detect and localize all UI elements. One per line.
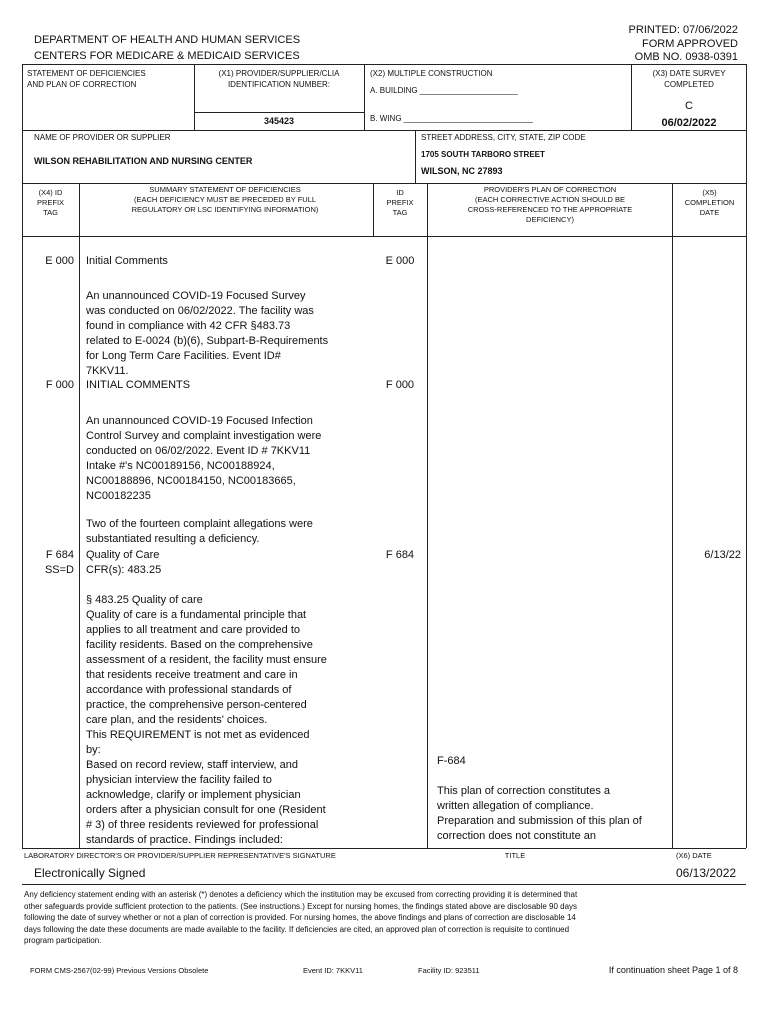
f000-text: An unannounced COVID-19 Focused Infection Control Survey and complaint investigation were conducted on 06/02/2022. Event ID # 7KKV11 Intake #'s NC00189156, NC00188924, NC00188896, NC00184150, NC00183665, NC00182235 (86, 415, 322, 502)
id-header: ID PREFIX TAG (386, 188, 414, 218)
rule (22, 848, 746, 849)
rule (22, 236, 746, 237)
street-address: 1705 SOUTH TARBORO STREET (421, 150, 545, 159)
x5-header: (X5) COMPLETION DATE (684, 188, 735, 218)
x3-date: 06/02/2022 (661, 117, 717, 129)
e000-text: An unannounced COVID-19 Focused Survey was conducted on 06/02/2022. The facility was found in compliance with 42 CFR §483.73 related to E-0024 (b)(6), Subpart-B-Requirements for Long Term Care Facilities. Event ID# 7KKV11. (86, 290, 329, 377)
signature-value: Electronically Signed (34, 866, 146, 880)
building-label: A. BUILDING ______________________ (370, 86, 518, 95)
plan-header: PROVIDER'S PLAN OF CORRECTION (EACH CORRECTIVE ACTION SHOULD BE CROSS-REFERENCED TO THE APPROPRIATE DEFICIENCY) (467, 185, 633, 225)
x1-value: 345423 (263, 116, 295, 126)
tag-f000: F 000 (45, 379, 74, 391)
form-approved: FORM APPROVED (642, 38, 738, 50)
completion-date-f684: 6/13/22 (704, 549, 741, 561)
statement-label: STATEMENT OF DEFICIENCIES AND PLAN OF CORRECTION (27, 69, 146, 89)
e000-title: Initial Comments (86, 255, 168, 267)
f000-title: INITIAL COMMENTS (86, 379, 191, 391)
event-id: Event ID: 7KKV11 (303, 966, 363, 975)
disclaimer: Any deficiency statement ending with an asterisk (*) denotes a deficiency which the institution may be excused from correcting providing it is determined that other safeguards provide sufficient protection to the patients. (See instructions.) Except for nursing homes, the findings stated above are disclosable 90 days following the date of survey whether or not a plan of correction is provided. For nursing homes, the above findings and plans of correction are disclosable 14 days following the date these documents are made available to the facility. If deficiencies are cited, an approved plan of correction is requisite to continued program participation. (24, 890, 578, 945)
rule (672, 183, 673, 848)
address-label: STREET ADDRESS, CITY, STATE, ZIP CODE (421, 133, 586, 142)
x1-label: (X1) PROVIDER/SUPPLIER/CLIA IDENTIFICATION NUMBER: (218, 69, 340, 89)
signature-label: LABORATORY DIRECTOR'S OR PROVIDER/SUPPLIER REPRESENTATIVE'S SIGNATURE (24, 851, 336, 860)
provider-name-label: NAME OF PROVIDER OR SUPPLIER (34, 133, 171, 142)
rule (427, 183, 428, 848)
rule (364, 64, 365, 130)
rule (415, 130, 416, 183)
city-state-zip: WILSON, NC 27893 (421, 166, 503, 176)
signature-date: 06/13/2022 (676, 866, 737, 880)
title-label: TITLE (504, 851, 526, 860)
provider-name: WILSON REHABILITATION AND NURSING CENTER (34, 156, 253, 166)
rule (22, 64, 23, 848)
severity-tag: SS=D (44, 564, 74, 576)
tag-f684: F 684 (45, 549, 74, 561)
id-e000: E 000 (385, 255, 415, 267)
id-f000: F 000 (385, 379, 415, 391)
id-f684: F 684 (385, 549, 415, 561)
rule (373, 183, 374, 236)
x3-code: C (685, 100, 693, 112)
plan-text: This plan of correction constitutes a written allegation of compliance. Preparation and submission of this plan of correction does not constitute an (437, 785, 642, 842)
f000-text-2: Two of the fourteen complaint allegations were substantiated resulting a deficiency. (86, 518, 313, 545)
omb-number: OMB NO. 0938-0391 (634, 51, 738, 63)
rule (746, 64, 747, 848)
page-indicator: If continuation sheet Page 1 of 8 (608, 965, 738, 975)
f684-text: § 483.25 Quality of care Quality of care is a fundamental principle that applies to all treatment and care provided to facility residents. Based on the comprehensive assessment of a resident, the facility must ensure that residents receive treatment and care in accordance with professional standards of practice, the comprehensive person-centered care plan, and the residents' choices. This REQUIREMENT is not met as evidenced by: Based on record review, staff interview, and physician interview the facility failed to acknowledge, clarify or implement physician orders after a physician consult for one (Resident # 3) of three residents reviewed for professional standards of practice. Findings included: (86, 594, 327, 846)
agency-line-1: DEPARTMENT OF HEALTH AND HUMAN SERVICES (34, 34, 301, 46)
f684-cfr: CFR(s): 483.25 (86, 564, 162, 576)
wing-label: B. WING _____________________________ (370, 114, 533, 123)
tag-e000: E 000 (45, 255, 74, 267)
rule (22, 183, 746, 184)
date-label: (X6) DATE (676, 851, 712, 860)
f684-title: Quality of Care (86, 549, 160, 561)
x2-label: (X2) MULTIPLE CONSTRUCTION (370, 69, 493, 78)
x4-header: (X4) ID PREFIX TAG (36, 188, 65, 218)
summary-header: SUMMARY STATEMENT OF DEFICIENCIES (EACH DEFICIENCY MUST BE PRECEDED BY FULL REGULATORY OR LSC IDENTIFYING INFORMATION) (131, 185, 319, 215)
rule (194, 64, 195, 130)
printed-date: PRINTED: 07/06/2022 (628, 24, 738, 36)
rule (22, 884, 746, 885)
rule (22, 64, 746, 65)
facility-id: Facility ID: 923511 (418, 966, 480, 975)
plan-tag: F-684 (437, 755, 466, 767)
agency-line-2: CENTERS FOR MEDICARE & MEDICAID SERVICES (34, 50, 300, 62)
x3-label: (X3) DATE SURVEY COMPLETED (652, 69, 726, 89)
form-number: FORM CMS-2567(02-99) Previous Versions Obsolete (30, 966, 209, 975)
rule (22, 130, 746, 131)
rule (194, 112, 364, 113)
rule (79, 183, 80, 848)
